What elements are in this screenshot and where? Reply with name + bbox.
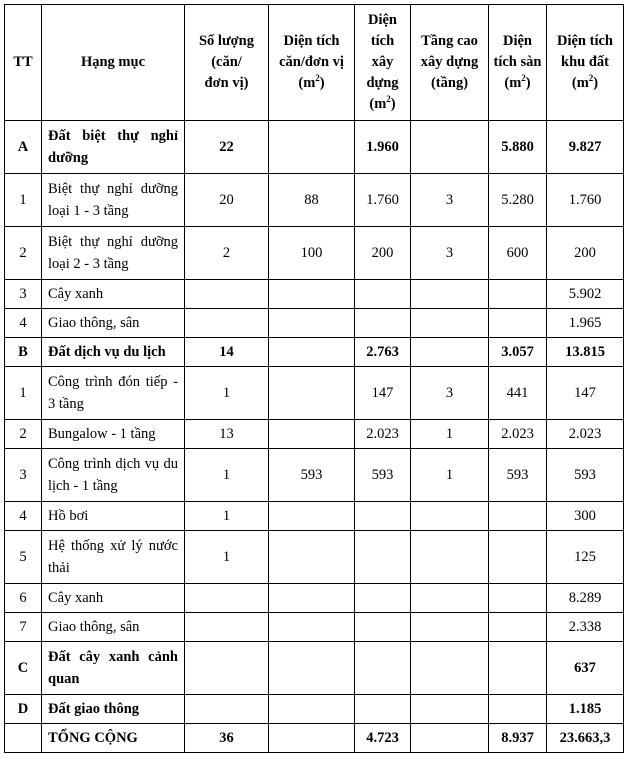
cell-hang-muc: Đất cây xanh cảnh quan xyxy=(42,642,185,695)
cell-hang-muc: Biệt thự nghỉ dưỡng loại 1 - 3 tầng xyxy=(42,174,185,227)
cell-dien-tich-khu-dat: 1.965 xyxy=(547,309,624,338)
cell-dien-tich-san xyxy=(489,695,547,724)
cell-hang-muc: Bungalow - 1 tầng xyxy=(42,420,185,449)
cell-dien-tich-khu-dat: 23.663,3 xyxy=(547,724,624,753)
header-dien-tich-xay-dung: Diện tích xây dựng $(m^2)$ xyxy=(355,5,411,121)
table-row xyxy=(5,174,624,227)
cell-dien-tich-san xyxy=(489,642,547,695)
cell-dien-tich-xay-dung: 1.960 xyxy=(355,121,411,174)
cell-dien-tich-san: 5.880 xyxy=(489,121,547,174)
cell-dien-tich-xay-dung: 200 xyxy=(355,227,411,280)
table-row xyxy=(5,724,624,753)
cell-dien-tich-can: 593 xyxy=(269,449,355,502)
cell-tang-cao: 1 xyxy=(411,420,489,449)
cell-so-luong xyxy=(185,642,269,695)
header-dien-tich-san: Diện tích sàn $(m^2)$ xyxy=(489,5,547,121)
cell-hang-muc: Cây xanh xyxy=(42,280,185,309)
cell-hang-muc: Cây xanh xyxy=(42,584,185,613)
cell-tt xyxy=(5,724,42,753)
table-row xyxy=(5,531,624,584)
cell-dien-tich-khu-dat: 593 xyxy=(547,449,624,502)
cell-dien-tich-xay-dung xyxy=(355,695,411,724)
cell-hang-muc: Công trình dịch vụ du lịch - 1 tầng xyxy=(42,449,185,502)
cell-dien-tich-khu-dat: 2.338 xyxy=(547,613,624,642)
cell-dien-tich-xay-dung: 4.723 xyxy=(355,724,411,753)
table-row xyxy=(5,449,624,502)
header-dien-tich-can: Diện tích căn/đơn vị $(m^2)$ xyxy=(269,5,355,121)
cell-so-luong: 2 xyxy=(185,227,269,280)
cell-dien-tich-san: 5.280 xyxy=(489,174,547,227)
table-row xyxy=(5,338,624,367)
header-row xyxy=(5,5,624,121)
cell-dien-tich-san: 593 xyxy=(489,449,547,502)
cell-hang-muc: TỔNG CỘNG xyxy=(42,724,185,753)
cell-dien-tich-san: 8.937 xyxy=(489,724,547,753)
cell-hang-muc: Hồ bơi xyxy=(42,502,185,531)
cell-tt: C xyxy=(5,642,42,695)
cell-dien-tich-khu-dat: 1.185 xyxy=(547,695,624,724)
cell-dien-tich-can xyxy=(269,121,355,174)
cell-dien-tich-xay-dung xyxy=(355,280,411,309)
cell-tt: A xyxy=(5,121,42,174)
cell-dien-tich-san xyxy=(489,502,547,531)
cell-dien-tich-can xyxy=(269,642,355,695)
cell-tang-cao xyxy=(411,642,489,695)
cell-tang-cao xyxy=(411,724,489,753)
cell-tt: 1 xyxy=(5,174,42,227)
cell-dien-tich-can: 100 xyxy=(269,227,355,280)
cell-dien-tich-san xyxy=(489,531,547,584)
cell-dien-tich-xay-dung: 593 xyxy=(355,449,411,502)
cell-dien-tich-san xyxy=(489,613,547,642)
cell-dien-tich-xay-dung xyxy=(355,309,411,338)
cell-tang-cao: 3 xyxy=(411,367,489,420)
cell-dien-tich-can xyxy=(269,613,355,642)
land-use-table xyxy=(4,4,624,753)
header-dien-tich-khu-dat: Diện tích khu đất $(m^2)$ xyxy=(547,5,624,121)
cell-tt: 2 xyxy=(5,420,42,449)
cell-tt: 7 xyxy=(5,613,42,642)
cell-so-luong: 20 xyxy=(185,174,269,227)
table-row xyxy=(5,227,624,280)
cell-tang-cao xyxy=(411,613,489,642)
cell-hang-muc: Đất dịch vụ du lịch xyxy=(42,338,185,367)
cell-dien-tich-xay-dung xyxy=(355,531,411,584)
cell-dien-tich-khu-dat: 1.760 xyxy=(547,174,624,227)
cell-dien-tich-can: 88 xyxy=(269,174,355,227)
cell-dien-tich-can xyxy=(269,280,355,309)
cell-dien-tich-xay-dung xyxy=(355,613,411,642)
cell-tang-cao: 3 xyxy=(411,227,489,280)
cell-tt: D xyxy=(5,695,42,724)
cell-dien-tich-can xyxy=(269,502,355,531)
cell-tang-cao xyxy=(411,531,489,584)
cell-dien-tich-khu-dat: 200 xyxy=(547,227,624,280)
cell-dien-tich-khu-dat: 5.902 xyxy=(547,280,624,309)
cell-tang-cao xyxy=(411,502,489,531)
cell-so-luong: 1 xyxy=(185,502,269,531)
cell-dien-tich-khu-dat: 147 xyxy=(547,367,624,420)
cell-dien-tich-xay-dung xyxy=(355,584,411,613)
cell-so-luong xyxy=(185,309,269,338)
cell-so-luong: 22 xyxy=(185,121,269,174)
cell-tang-cao xyxy=(411,280,489,309)
table-row xyxy=(5,280,624,309)
cell-dien-tich-khu-dat: 2.023 xyxy=(547,420,624,449)
cell-tt: 1 xyxy=(5,367,42,420)
cell-tt: B xyxy=(5,338,42,367)
cell-so-luong xyxy=(185,280,269,309)
cell-tt: 3 xyxy=(5,449,42,502)
cell-dien-tich-can xyxy=(269,584,355,613)
cell-dien-tich-khu-dat: 637 xyxy=(547,642,624,695)
cell-tt: 2 xyxy=(5,227,42,280)
cell-so-luong: 1 xyxy=(185,367,269,420)
cell-tt: 3 xyxy=(5,280,42,309)
cell-hang-muc: Giao thông, sân xyxy=(42,613,185,642)
cell-dien-tich-khu-dat: 300 xyxy=(547,502,624,531)
table-row xyxy=(5,584,624,613)
cell-dien-tich-can xyxy=(269,309,355,338)
header-hang-muc: Hạng mục xyxy=(42,5,185,121)
cell-dien-tich-xay-dung: 2.023 xyxy=(355,420,411,449)
cell-tang-cao xyxy=(411,309,489,338)
cell-tang-cao xyxy=(411,338,489,367)
cell-hang-muc: Hệ thống xử lý nước thải xyxy=(42,531,185,584)
cell-dien-tich-san: 2.023 xyxy=(489,420,547,449)
cell-dien-tich-khu-dat: 13.815 xyxy=(547,338,624,367)
cell-dien-tich-san xyxy=(489,584,547,613)
cell-hang-muc: Đất giao thông xyxy=(42,695,185,724)
cell-dien-tich-san: 3.057 xyxy=(489,338,547,367)
cell-dien-tich-can xyxy=(269,367,355,420)
cell-dien-tich-can xyxy=(269,420,355,449)
cell-dien-tich-can xyxy=(269,338,355,367)
cell-so-luong xyxy=(185,695,269,724)
cell-tt: 4 xyxy=(5,309,42,338)
cell-dien-tich-san: 441 xyxy=(489,367,547,420)
cell-dien-tich-khu-dat: 9.827 xyxy=(547,121,624,174)
cell-hang-muc: Biệt thự nghỉ dưỡng loại 2 - 3 tầng xyxy=(42,227,185,280)
cell-dien-tich-xay-dung xyxy=(355,502,411,531)
cell-so-luong: 36 xyxy=(185,724,269,753)
cell-hang-muc: Giao thông, sân xyxy=(42,309,185,338)
table-row xyxy=(5,309,624,338)
cell-tt: 6 xyxy=(5,584,42,613)
cell-dien-tich-xay-dung xyxy=(355,642,411,695)
cell-so-luong xyxy=(185,584,269,613)
cell-so-luong: 1 xyxy=(185,449,269,502)
table-row xyxy=(5,121,624,174)
cell-tang-cao xyxy=(411,584,489,613)
cell-tang-cao xyxy=(411,121,489,174)
cell-so-luong xyxy=(185,613,269,642)
cell-dien-tich-san: 600 xyxy=(489,227,547,280)
cell-dien-tich-khu-dat: 8.289 xyxy=(547,584,624,613)
cell-dien-tich-san xyxy=(489,309,547,338)
table-row xyxy=(5,420,624,449)
cell-tang-cao: 3 xyxy=(411,174,489,227)
cell-hang-muc: Công trình đón tiếp - 3 tầng xyxy=(42,367,185,420)
cell-dien-tich-can xyxy=(269,724,355,753)
table-row xyxy=(5,613,624,642)
cell-tang-cao xyxy=(411,695,489,724)
header-tang-cao: Tầng cao xây dựng (tầng) xyxy=(411,5,489,121)
cell-dien-tich-xay-dung: 147 xyxy=(355,367,411,420)
cell-dien-tich-can xyxy=(269,531,355,584)
table-row xyxy=(5,502,624,531)
cell-tang-cao: 1 xyxy=(411,449,489,502)
cell-hang-muc: Đất biệt thự nghỉ dưỡng xyxy=(42,121,185,174)
cell-dien-tich-can xyxy=(269,695,355,724)
cell-dien-tich-san xyxy=(489,280,547,309)
table-row xyxy=(5,695,624,724)
cell-dien-tich-xay-dung: 1.760 xyxy=(355,174,411,227)
cell-tt: 4 xyxy=(5,502,42,531)
header-so-luong: Số lượng (căn/ đơn vị) xyxy=(185,5,269,121)
cell-dien-tich-khu-dat: 125 xyxy=(547,531,624,584)
cell-dien-tich-xay-dung: 2.763 xyxy=(355,338,411,367)
table-row xyxy=(5,367,624,420)
cell-so-luong: 14 xyxy=(185,338,269,367)
header-tt: TT xyxy=(5,5,42,121)
cell-tt: 5 xyxy=(5,531,42,584)
cell-so-luong: 1 xyxy=(185,531,269,584)
cell-so-luong: 13 xyxy=(185,420,269,449)
table-row xyxy=(5,642,624,695)
